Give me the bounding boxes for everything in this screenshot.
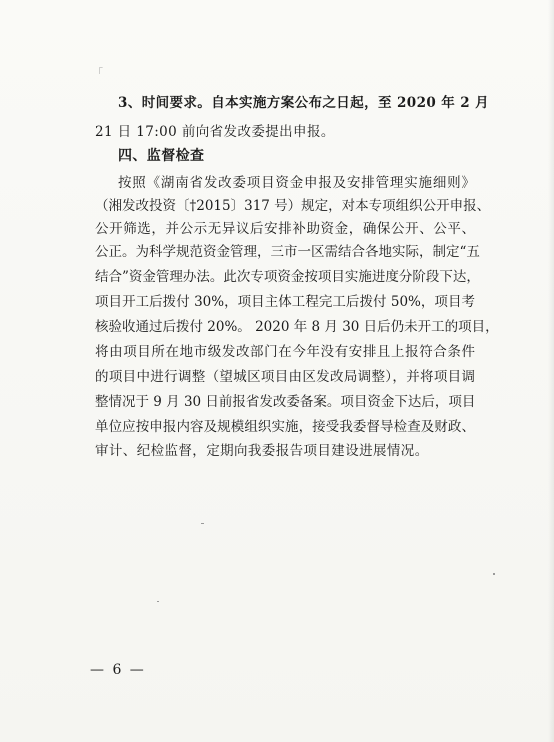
margin-mark: 「 (93, 68, 103, 79)
paragraph-line-12: 审计、纪检监督，定期向我委报告项目建设进展情况。 (95, 443, 429, 459)
paragraph-line-5: 结合”资金管理办法。此次专项资金按项目实施进度分阶段下达， (95, 269, 480, 285)
paragraph-line-1: 按照《湖南省发改委项目资金申报及安排管理实施细则》 (118, 175, 475, 191)
paragraph-line-9: 的项目中进行调整（望城区项目由区发改局调整），并将项目调 (95, 369, 475, 385)
scan-speck (157, 601, 159, 602)
time-requirement-line-1: 3、时间要求。自本实施方案公布之日起，至 2020 年 2 月 (118, 95, 490, 111)
paragraph-line-3: 公开筛选，并公示无异议后安排补助资金，确保公开、公平、 (95, 221, 475, 237)
paragraph-line-10: 整情况于 9 月 30 日前报省发改委备案。项目资金下达后，项目 (95, 394, 476, 410)
scan-speck (493, 573, 495, 575)
paragraph-line-4: 公正。为科学规范资金管理，三市一区需结合各地实际，制定“五 (95, 244, 480, 260)
section-heading-supervision: 四、监督检查 (118, 148, 205, 164)
time-requirement-line-2: 21 日 17:00 前向省发改委提出申报。 (95, 124, 335, 140)
paragraph-line-2: （湘发改投资〔†2015〕317 号）规定，对本专项组织公开申报、 (95, 198, 491, 214)
scan-speck (201, 523, 204, 524)
paragraph-line-7: 核验收通过后拨付 20%。 2020 年 8 月 30 日后仍未开工的项目， (95, 319, 499, 335)
page-edge-shadow (548, 0, 554, 742)
paragraph-line-6: 项目开工后拨付 30%，项目主体工程完工后拨付 50%，项目考 (95, 294, 475, 310)
page-number: — 6 — (90, 662, 146, 678)
paragraph-line-8: 将由项目所在地市级发改部门在今年没有安排且上报符合条件 (95, 344, 475, 360)
paragraph-line-11: 单位应按申报内容及规模组织实施，接受我委督导检查及财政、 (95, 419, 475, 435)
